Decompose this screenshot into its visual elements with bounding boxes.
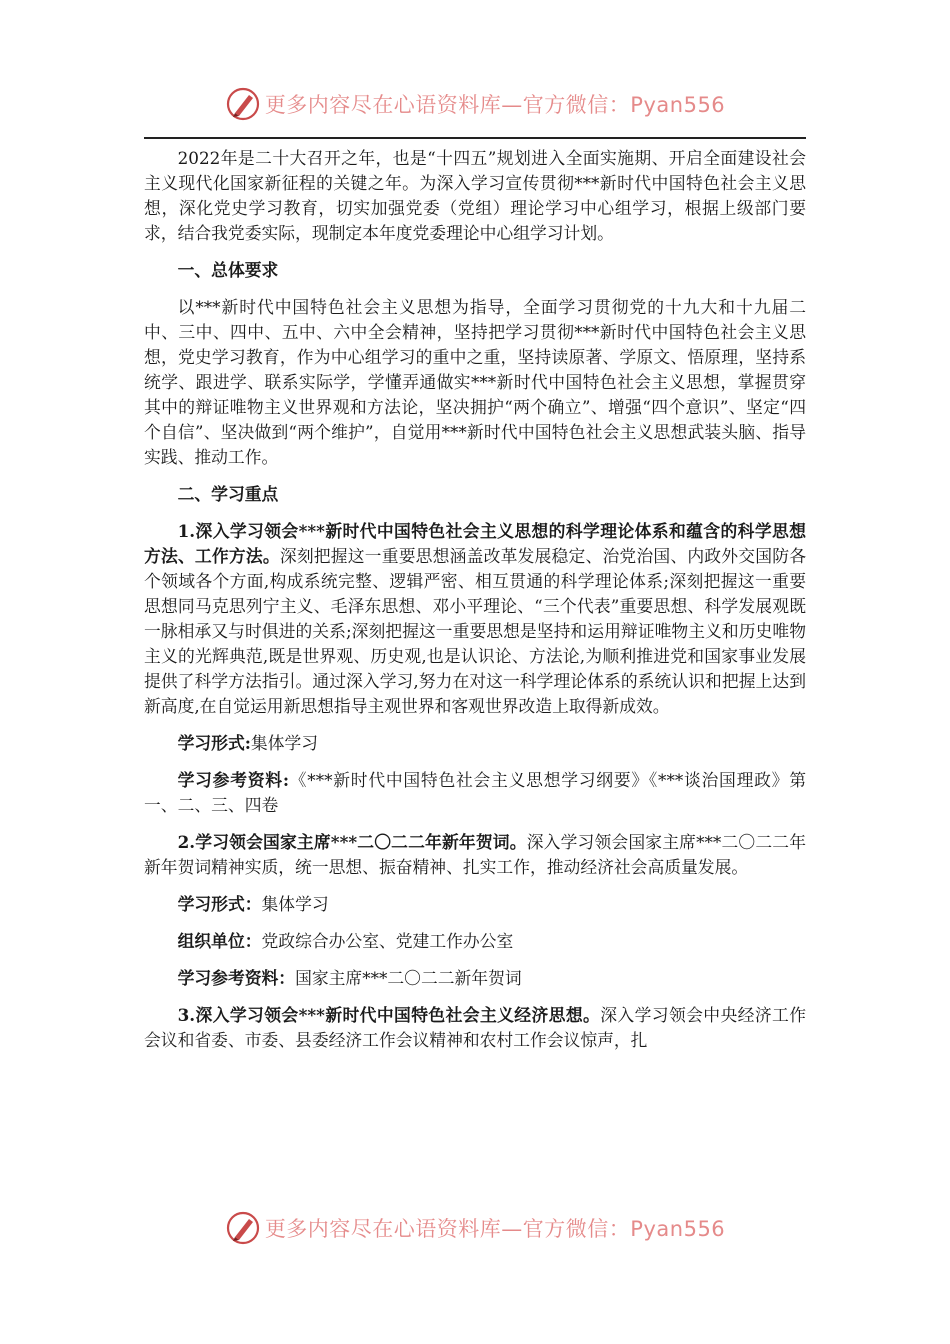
item3-body: 深入学习领会中央经济工作会议和省委、市委、县委经济工作会议精神和农村工作会议惊声，扎	[144, 1005, 806, 1050]
item2-org-label: 组织单位：	[177, 931, 262, 951]
item1-ref	[144, 768, 806, 818]
item2-org-value: 党政综合办公室、党建工作办公室	[261, 931, 514, 951]
header-divider	[144, 137, 806, 139]
item2-ref-value: 国家主席***二〇二二新年贺词	[295, 968, 522, 988]
document-body	[144, 146, 806, 1065]
item2-ref	[144, 966, 806, 991]
intro-paragraph: 2022年是二十大召开之年，也是“十四五”规划进入全面实施期、开启全面建设社会主义现代化国家新征程的关键之年。为深入学习宣传贯彻***新时代中国特色社会主义思想，深化党史学习教育，切实加强党委（党组）理论学习中心组学习，根据上级部门要求，结合我党委实际，现制定本年度党委理论中心组学习计划。	[144, 148, 806, 243]
item2-ref-label: 学习参考资料：	[177, 968, 296, 988]
section-heading-2: 二、学习重点	[177, 484, 279, 504]
item2-form	[144, 892, 806, 917]
item1-ref-label: 学习参考资料:	[177, 770, 290, 790]
header-banner-text: 更多内容尽在心语资料库—官方微信：Pyan556	[264, 93, 726, 117]
item3-paragraph	[144, 1003, 806, 1053]
item2-form-value: 集体学习	[261, 894, 329, 914]
item1-title: 1.深入学习领会***新时代中国特色社会主义思想的科学理论体系和蕴含的科学思想方法、工作方法。	[144, 521, 806, 566]
header-banner	[0, 84, 950, 124]
item1-form-value: 集体学习	[250, 733, 319, 753]
item1-form-label: 学习形式:	[177, 733, 251, 753]
item3-title: 3.深入学习领会***新时代中国特色社会主义经济思想。	[177, 1005, 601, 1025]
item1-form	[144, 731, 806, 756]
footer-banner-text: 更多内容尽在心语资料库—官方微信：Pyan556	[264, 1217, 726, 1241]
item1-body: 深刻把握这一重要思想涵盖改革发展稳定、治党治国、内政外交国防各个领域各个方面,构成系统完整、逻辑严密、相互贯通的科学理论体系;深刻把握这一重要思想同马克思列宁主义、毛泽东思想、邓小平理论、“三个代表”重要思想、科学发展观既一脉相承又与时俱进的关系;深刻把握这一重要思想是坚持和运用辩证唯物主义和历史唯物主义的光辉典范,既是世界观、历史观,也是认识论、方法论,为顺利推进党和国家事业发展提供了科学方法指引。通过深入学习,努力在对这一科学理论体系的系统认识和把握上达到新高度,在自觉运用新思想指导主观世界和客观世界改造上取得新成效。	[144, 546, 806, 716]
item1-ref-value: 《***新时代中国特色社会主义思想学习纲要》《***谈治国理政》第一、二、三、四卷	[144, 770, 806, 815]
section1-paragraph: 以***新时代中国特色社会主义思想为指导，全面学习贯彻党的十九大和十九届二中、三中、四中、五中、六中全会精神，坚持把学习贯彻***新时代中国特色社会主义思想，党史学习教育，作为中心组学习的重中之重，坚持读原著、学原文、悟原理，坚持系统学、跟进学、联系实际学，学懂弄通做实***新时代中国特色社会主义思想，掌握贯穿其中的辩证唯物主义世界观和方法论，坚决拥护“两个确立”、增强“四个意识”、坚定“四个自信”、坚决做到“两个维护”，自觉用***新时代中国特色社会主义思想武装头脑、指导实践、推动工作。	[144, 297, 806, 467]
section-heading-1: 一、总体要求	[177, 260, 279, 280]
footer-banner	[0, 1208, 950, 1248]
pen-logo-icon	[225, 86, 261, 122]
item2-body: 深入学习领会国家主席***二〇二二年新年贺词精神实质，统一思想、振奋精神、扎实工作，推动经济社会高质量发展。	[144, 832, 806, 877]
item1-paragraph	[144, 519, 806, 719]
item2-title: 2.学习领会国家主席***二〇二二年新年贺词。	[177, 832, 527, 852]
item2-org	[144, 929, 806, 954]
item2-paragraph	[144, 830, 806, 880]
item2-form-label: 学习形式：	[177, 894, 262, 914]
pen-logo-icon	[225, 1210, 261, 1246]
